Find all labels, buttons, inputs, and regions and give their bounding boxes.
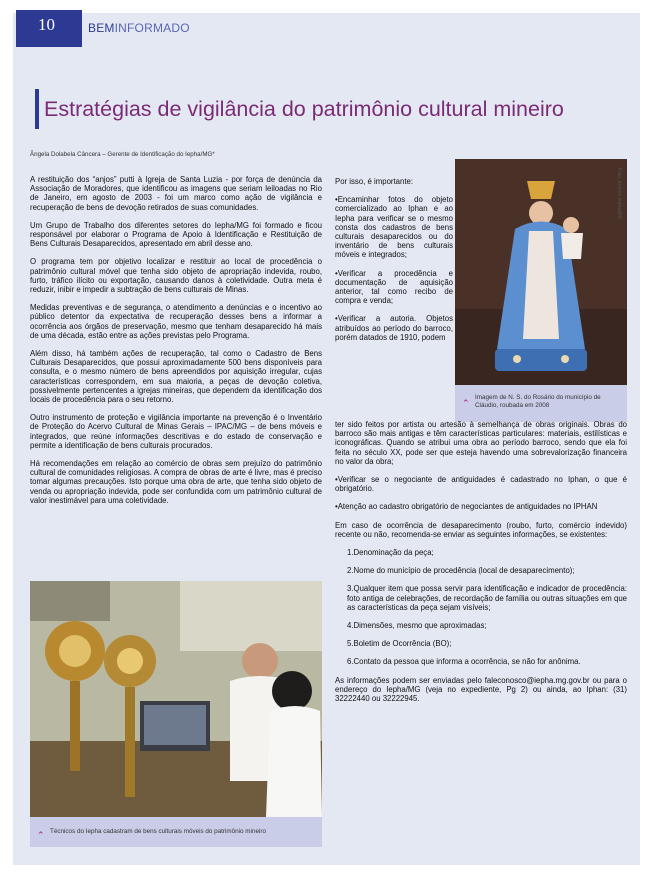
title-accent-bar [35, 89, 39, 129]
bullet-item: •Atenção ao cadastro obrigatório de negociantes de antiguidades no IPHAN [335, 502, 598, 512]
bullet-item: •Verificar a procedência e documentação de aquisição anterior, tal como recibo de compra e venda; [335, 268, 453, 306]
paragraph: O programa tem por objetivo localizar e restituir ao local de procedência o patrimônio cultural móvel que tenha sido objeto de apropriação indevida, roubo, furto, tráfico ilícito ou exportação, causando danos à coletividade. Outra meta é reduzir, inibir e impedir a subtração de bens culturais de Minas. [30, 257, 322, 295]
list-item: 3.Qualquer item que possa servir para identificação e indicador de procedência: foto antiga de celebrações, de recordação de família ou outras situações em que as características da peça sejam visíveis; [347, 584, 627, 612]
list-item: 6.Contato da pessoa que informa a ocorrência, se não for anônima. [347, 657, 581, 667]
magazine-name-thin: INFORMADO [114, 21, 190, 35]
article-title: Estratégias de vigilância do patrimônio cultural mineiro [44, 97, 564, 121]
team-caption: Técnicos do Iepha cadastram de bens culturais móveis do patrimônio mineiro [50, 828, 266, 835]
paragraph: Em caso de ocorrência de desaparecimento (roubo, furto, comércio indevido) recente ou não, recomenda-se enviar as seguintes informações, se existentes: [335, 520, 627, 539]
paragraph: Um Grupo de Trabalho dos diferentes setores do Iepha/MG foi formado e ficou responsável por elaborar o Programa de Apoio à Identificação e Restituição de Bens Culturais Desaparecidos, apresentado em abril desse ano. [30, 220, 322, 249]
statue-caption-box [455, 385, 627, 422]
page-number: 10 [16, 10, 82, 47]
team-caption-box [30, 817, 322, 847]
magazine-name [88, 21, 190, 35]
column-1 [30, 175, 322, 514]
caption-arrow-icon: ⌃ [37, 830, 45, 840]
closing-paragraph: As informações podem ser enviadas pelo faleconosco@iepha.mg.gov.br ou para o endereço do Iepha/MG (veja no expediente, Pg 2) ou ainda, ao Iphan: (31) 32222440 ou 32222945. [335, 675, 627, 704]
magazine-name-bold: BEM [88, 21, 115, 35]
paragraph: A restituição dos “anjos” putti à Igreja de Santa Luzia - por força de denúncia da Associação de Moradores, que identificou as imagens que seriam leiloadas no Rio de Janeiro, em agosto de 2003 - foi um marco como ação de vigilância e recuperação de bens de devoção retirados de suas comunidades. [30, 175, 322, 212]
team-photo [30, 581, 322, 817]
column-2 [335, 177, 453, 351]
list-item: 5.Boletim de Ocorrência (BO); [347, 639, 452, 649]
statue-photo [455, 159, 627, 385]
photo-credit: Foto: Acervo Iepha/MG [616, 168, 622, 220]
column-3 [335, 420, 627, 712]
bullet-item: •Verificar a autoria. Objetos atribuídos ao período do barroco, porém datados de 1910, podem [335, 314, 453, 342]
paragraph: Medidas preventivas e de segurança, o atendimento a denúncias e o incentivo ao público detentor da expectativa de recuperação desses bens a informar a ocorrência aos órgãos de preservação, mesmo que tenham desaparecido há mais de uma década, estão entre as ações previstas pelo Programa. [30, 303, 322, 340]
team-illustration [30, 581, 322, 817]
bullet-item: •Verificar se o negociante de antiguidades é cadastrado no Iphan, o que é obrigatório. [335, 475, 627, 494]
paragraph: Há recomendações em relação ao comércio de obras sem prejuízo do patrimônio cultural de comunidades religiosas. A compra de obras de arte é livre, mas é preciso tomar algumas precauções. Isto porque uma obra de arte, que tenha sido objeto de venda ou apropriação indevida, pode ser confundida com um patrimônio cultural de valor inestimável para uma coletividade. [30, 459, 322, 505]
list-item: 2.Nome do município de procedência (local de desaparecimento); [347, 566, 575, 576]
byline: Ângela Dolabela Câncera – Gerente de Identificação do Iepha/MG* [30, 151, 215, 158]
statue-illustration [455, 159, 627, 385]
list-item: 4.Dimensões, mesmo que aproximadas; [347, 621, 487, 631]
paragraph: Por isso, é importante: [335, 177, 414, 186]
bullet-item: •Encaminhar fotos do objeto comercializado ao Iphan e ao Iepha para verificar se o mesmo consta dos cadastros de bens culturais desaparecidos ou do inventário de bens culturais móveis e integrados; [335, 195, 453, 260]
statue-caption: Imagem de N. S. do Rosário do município de Cláudio, roubada em 2008 [475, 394, 601, 409]
list-item: 1.Denominação da peça; [347, 548, 434, 558]
paragraph: Além disso, há também ações de recuperação, tal como o Cadastro de Bens Culturais Desaparecidos, que possui aproximadamente 500 bens disponíveis para consulta, e o mesmo número de bens apreendidos por aquisição irregular, cujas características correspondem, em sua maioria, a peças de devoção coletiva, possivelmente pertencentes a igrejas mineiras, que dependem da identificação dos locais de procedência para o seu retorno. [30, 349, 322, 405]
paragraph: ter sido feitos por artista ou artesão à semelhança de obras originais. Obras do barroco são mais antigas e têm características particulares: materiais, estilísticas e iconográficas. Quando se atribui uma obra ao período barroco, sendo que ela foi feita no século XX, pode ser que esteja havendo uma sobrevalorização financeira no valor da obra; [335, 420, 627, 466]
caption-arrow-icon: ⌃ [462, 398, 470, 408]
paragraph: Outro instrumento de proteção e vigilância importante na prevenção é o Inventário de Proteção do Acervo Cultural de Minas Gerais – IPAC/MG – de bens móveis e integrados, que reúne informações descritivas e do estado de conservação e permite a identificação de bens culturais procurados. [30, 413, 322, 450]
